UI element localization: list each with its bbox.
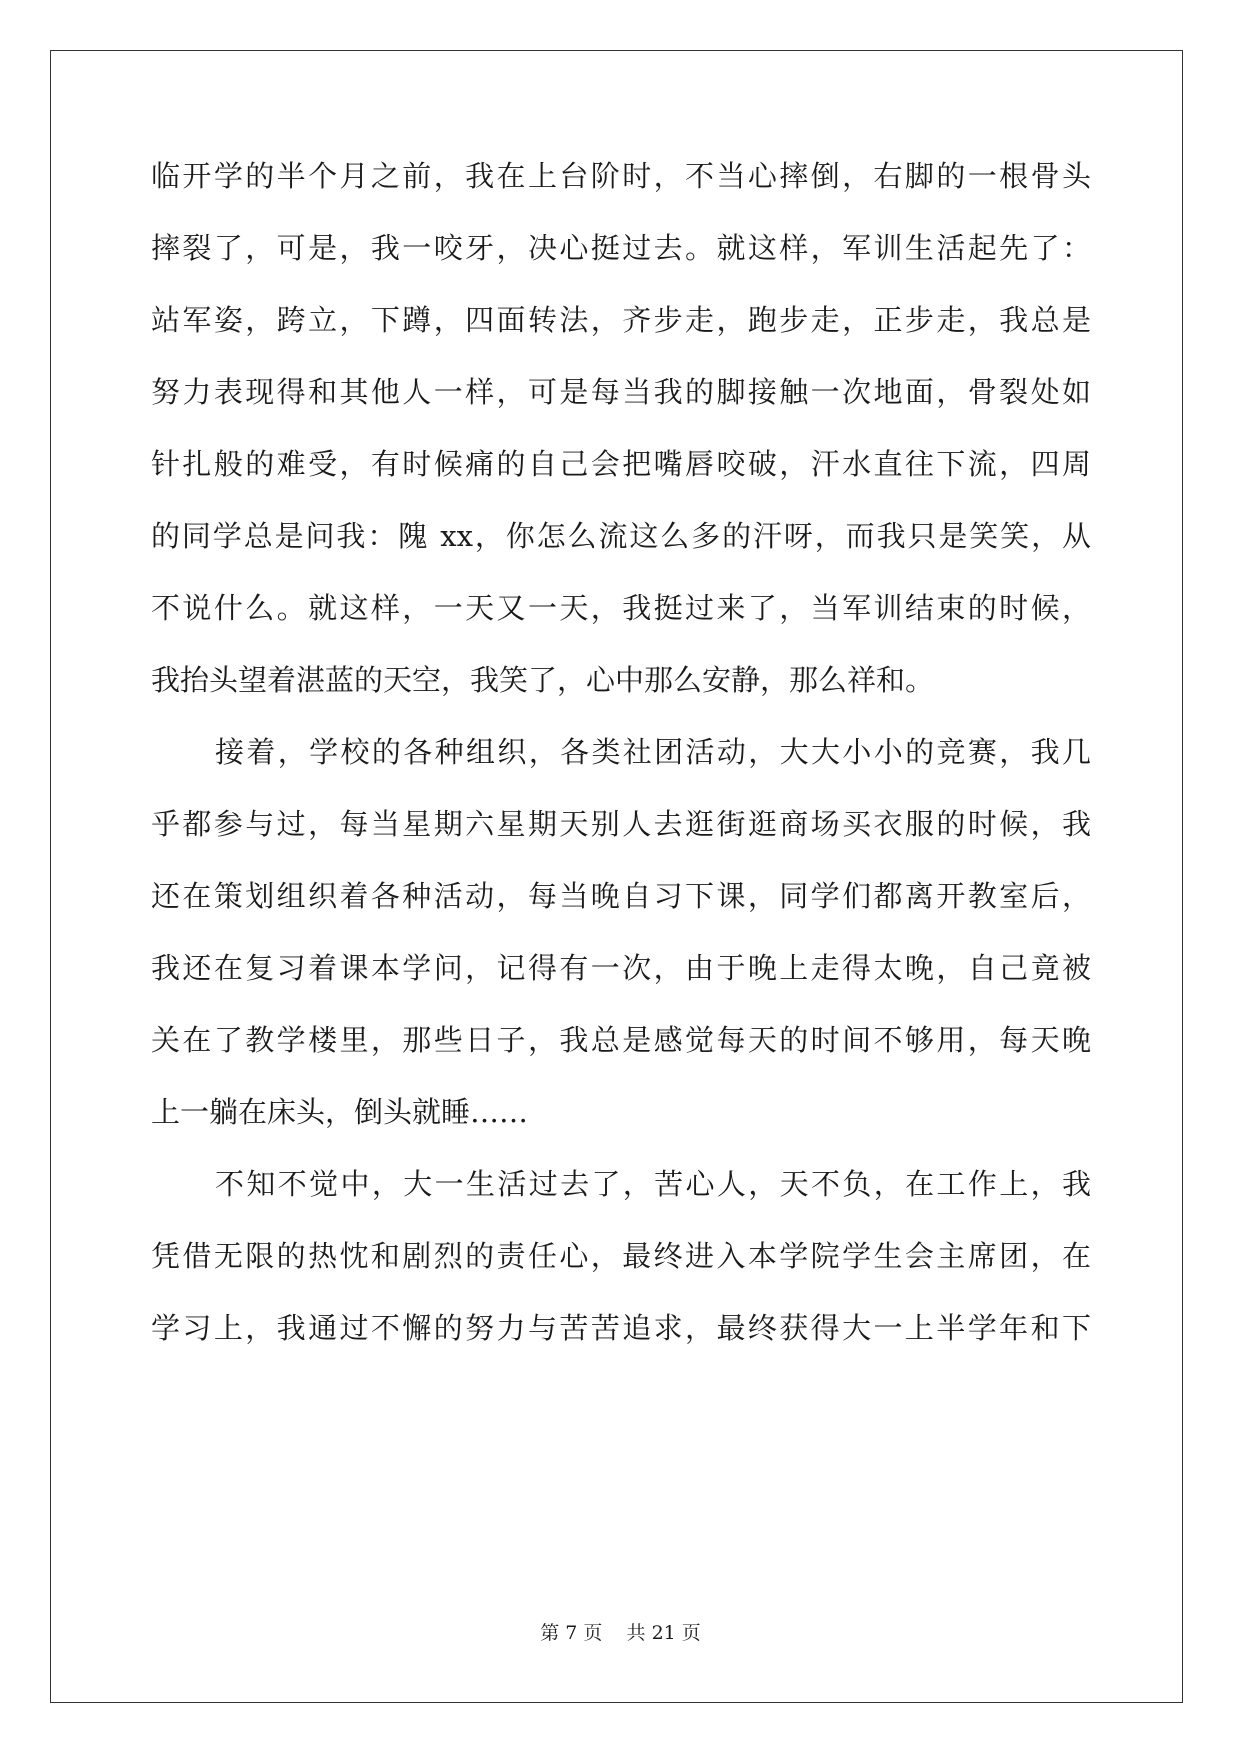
text-line: 乎都参与过，每当星期六星期天别人去逛街逛商场买衣服的时候，我 (151, 807, 1091, 841)
text-line: 我还在复习着课本学问，记得有一次，由于晚上走得太晚，自己竟被 (151, 951, 1091, 985)
text-line: 还在策划组织着各种活动，每当晚自习下课，同学们都离开教室后， (151, 879, 1091, 913)
paragraph-first-line: 不知不觉中，大一生活过去了，苦心人，天不负，在工作上，我 (215, 1167, 1091, 1201)
text-line: 站军姿，跨立，下蹲，四面转法，齐步走，跑步走，正步走，我总是 (151, 303, 1091, 337)
page-number: 第 7 页 (540, 1622, 603, 1644)
text-line: 我抬头望着湛蓝的天空，我笑了，心中那么安静，那么祥和。 (151, 663, 935, 697)
text-line: 凭借无限的热忱和剧烈的责任心，最终进入本学院学生会主席团，在 (151, 1239, 1091, 1273)
text-line: 摔裂了，可是，我一咬牙，决心挺过去。就这样，军训生活起先了： (151, 231, 1091, 265)
text-line: 上一躺在床头，倒头就睡…… (151, 1095, 529, 1129)
text-line: 关在了教学楼里，那些日子，我总是感觉每天的时间不够用，每天晚 (151, 1023, 1091, 1057)
page-total: 共 21 页 (626, 1622, 701, 1644)
text-line: 不说什么。就这样，一天又一天，我挺过来了，当军训结束的时候， (151, 591, 1091, 625)
page-footer (0, 1621, 1241, 1645)
text-line: 的同学总是问我：隗 xx，你怎么流这么多的汗呀，而我只是笑笑，从 (151, 519, 1091, 553)
text-line: 针扎般的难受，有时候痛的自己会把嘴唇咬破，汗水直往下流，四周 (151, 447, 1091, 481)
paragraph-first-line: 接着，学校的各种组织，各类社团活动，大大小小的竞赛，我几 (215, 735, 1091, 769)
text-line: 努力表现得和其他人一样，可是每当我的脚接触一次地面，骨裂处如 (151, 375, 1091, 409)
text-line: 临开学的半个月之前，我在上台阶时，不当心摔倒，右脚的一根骨头 (151, 159, 1091, 193)
text-line: 学习上，我通过不懈的努力与苦苦追求，最终获得大一上半学年和下 (151, 1311, 1091, 1345)
